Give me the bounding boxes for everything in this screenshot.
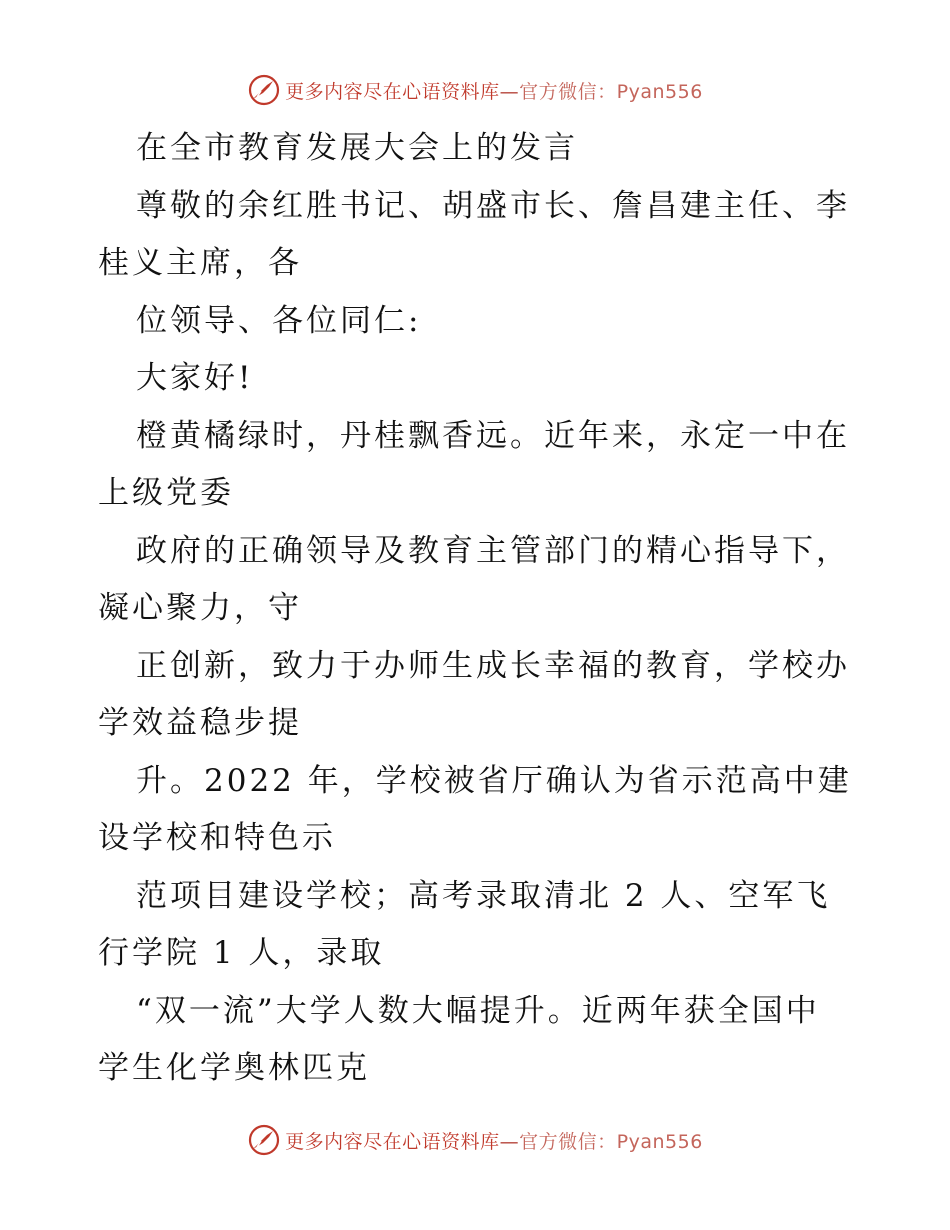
text-line: 凝心聚力，守 <box>98 590 302 626</box>
document-body <box>98 120 898 1098</box>
text-line: 桂义主席，各 <box>98 245 302 281</box>
text-line: 设学校和特色示 <box>98 820 336 856</box>
banner-wechat: 官方微信：Pyan556 <box>519 1130 703 1153</box>
text-line: 学生化学奥林匹克 <box>98 1050 370 1086</box>
text-line: 升。2022 年，学校被省厅确认为省示范高中建 <box>136 762 852 799</box>
text-line: 大家好! <box>136 360 254 396</box>
banner-site: 更多内容尽在心语资料库 <box>285 80 500 103</box>
text-line: 尊敬的余红胜书记、胡盛市长、詹昌建主任、李 <box>136 187 850 224</box>
text-line: 行学院 1 人，录取 <box>98 935 385 971</box>
banner-site: 更多内容尽在心语资料库 <box>285 1130 500 1153</box>
pen-nib-circle-logo-icon <box>247 73 281 107</box>
header-banner <box>0 70 950 110</box>
text-line: 学效益稳步提 <box>98 705 302 741</box>
text-line: 在全市教育发展大会上的发言 <box>136 130 578 166</box>
text-line: 正创新，致力于办师生成长幸福的教育，学校办 <box>136 647 850 684</box>
text-line: 上级党委 <box>98 475 234 511</box>
text-line: 范项目建设学校；高考录取清北 2 人、空军飞 <box>136 877 831 914</box>
footer-banner <box>0 1120 950 1160</box>
banner-text <box>285 77 703 104</box>
banner-separator: — <box>499 80 520 103</box>
text-line: 政府的正确领导及教育主管部门的精心指导下， <box>136 532 850 569</box>
text-line: 位领导、各位同仁: <box>136 302 422 339</box>
text-line: 橙黄橘绿时，丹桂飘香远。近年来，永定一中在 <box>136 417 850 454</box>
pen-nib-circle-logo-icon <box>247 1123 281 1157</box>
banner-wechat: 官方微信：Pyan556 <box>519 80 703 103</box>
text-line: “双一流”大学人数大幅提升。近两年获全国中 <box>136 992 820 1029</box>
banner-separator: — <box>499 1130 520 1153</box>
banner-text <box>285 1127 703 1154</box>
